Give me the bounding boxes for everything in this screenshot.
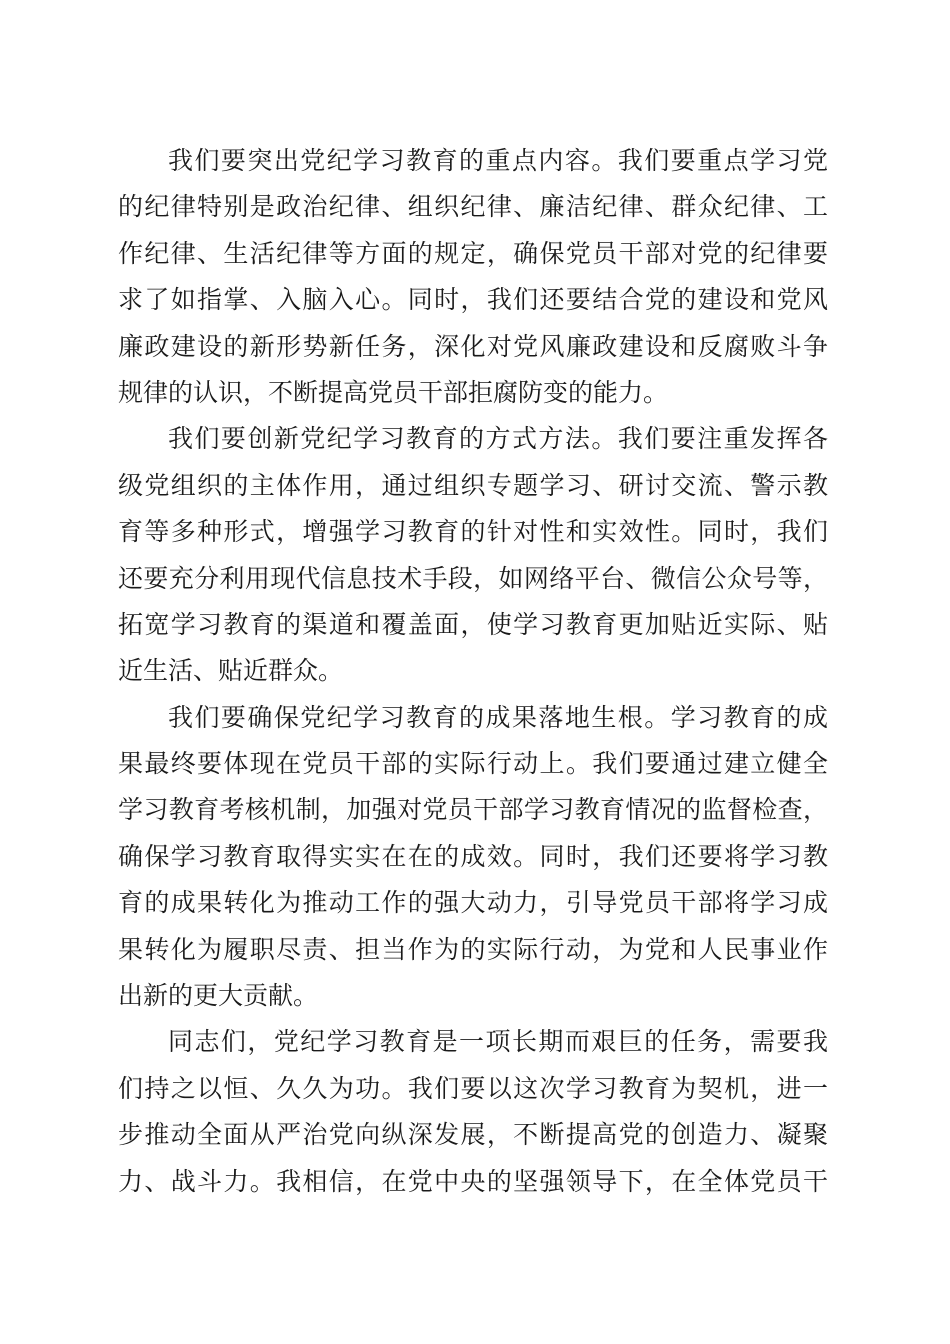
paragraph-line: 规律的认识，不断提高党员干部拒腐防变的能力。: [118, 377, 669, 407]
paragraph-results: [118, 695, 828, 1020]
paragraph-line: 果转化为履职尽责、担当作为的实际行动，为党和人民事业作: [118, 934, 828, 964]
paragraph-methods: [118, 416, 828, 694]
paragraph-line: 还要充分利用现代信息技术手段，如网络平台、微信公众号等，: [118, 563, 828, 593]
paragraph-conclusion: [118, 1019, 828, 1205]
paragraph-line: 出新的更大贡献。: [118, 981, 319, 1011]
paragraph-line: 的纪律特别是政治纪律、组织纪律、廉洁纪律、群众纪律、工: [118, 192, 828, 222]
paragraph-line: 我们要突出党纪学习教育的重点内容。我们要重点学习党: [168, 146, 828, 175]
paragraph-line: 们持之以恒、久久为功。我们要以这次学习教育为契机，进一: [118, 1073, 828, 1103]
paragraph-line: 级党组织的主体作用，通过组织专题学习、研讨交流、警示教: [118, 470, 828, 500]
paragraph-line: 步推动全面从严治党向纵深发展，不断提高党的创造力、凝聚: [118, 1120, 828, 1150]
paragraph-line: 果最终要体现在党员干部的实际行动上。我们要通过建立健全: [118, 749, 828, 779]
paragraph-line: 拓宽学习教育的渠道和覆盖面，使学习教育更加贴近实际、贴: [118, 609, 828, 639]
paragraph-line: 求了如指掌、入脑入心。同时，我们还要结合党的建设和党风: [118, 285, 828, 315]
paragraph-line: 我们要确保党纪学习教育的成果落地生根。学习教育的成: [168, 702, 828, 732]
paragraph-line: 育的成果转化为推动工作的强大动力，引导党员干部将学习成: [118, 888, 828, 918]
paragraph-line: 学习教育考核机制，加强对党员干部学习教育情况的监督检查，: [118, 795, 828, 825]
paragraph-line: 廉政建设的新形势新任务，深化对党风廉政建设和反腐败斗争: [118, 331, 828, 361]
document-body: [118, 138, 828, 1205]
paragraph-line: 作纪律、生活纪律等方面的规定，确保党员干部对党的纪律要: [118, 238, 828, 268]
paragraph-line: 确保学习教育取得实实在在的成效。同时，我们还要将学习教: [118, 841, 828, 871]
paragraph-key-content: [118, 138, 828, 416]
paragraph-line: 同志们，党纪学习教育是一项长期而艰巨的任务，需要我: [168, 1027, 828, 1057]
paragraph-line: 育等多种形式，增强学习教育的针对性和实效性。同时，我们: [118, 517, 828, 547]
paragraph-line: 我们要创新党纪学习教育的方式方法。我们要注重发挥各: [168, 424, 828, 454]
paragraph-line: 近生活、贴近群众。: [118, 656, 344, 686]
paragraph-line: 力、战斗力。我相信，在党中央的坚强领导下，在全体党员干: [118, 1166, 828, 1196]
